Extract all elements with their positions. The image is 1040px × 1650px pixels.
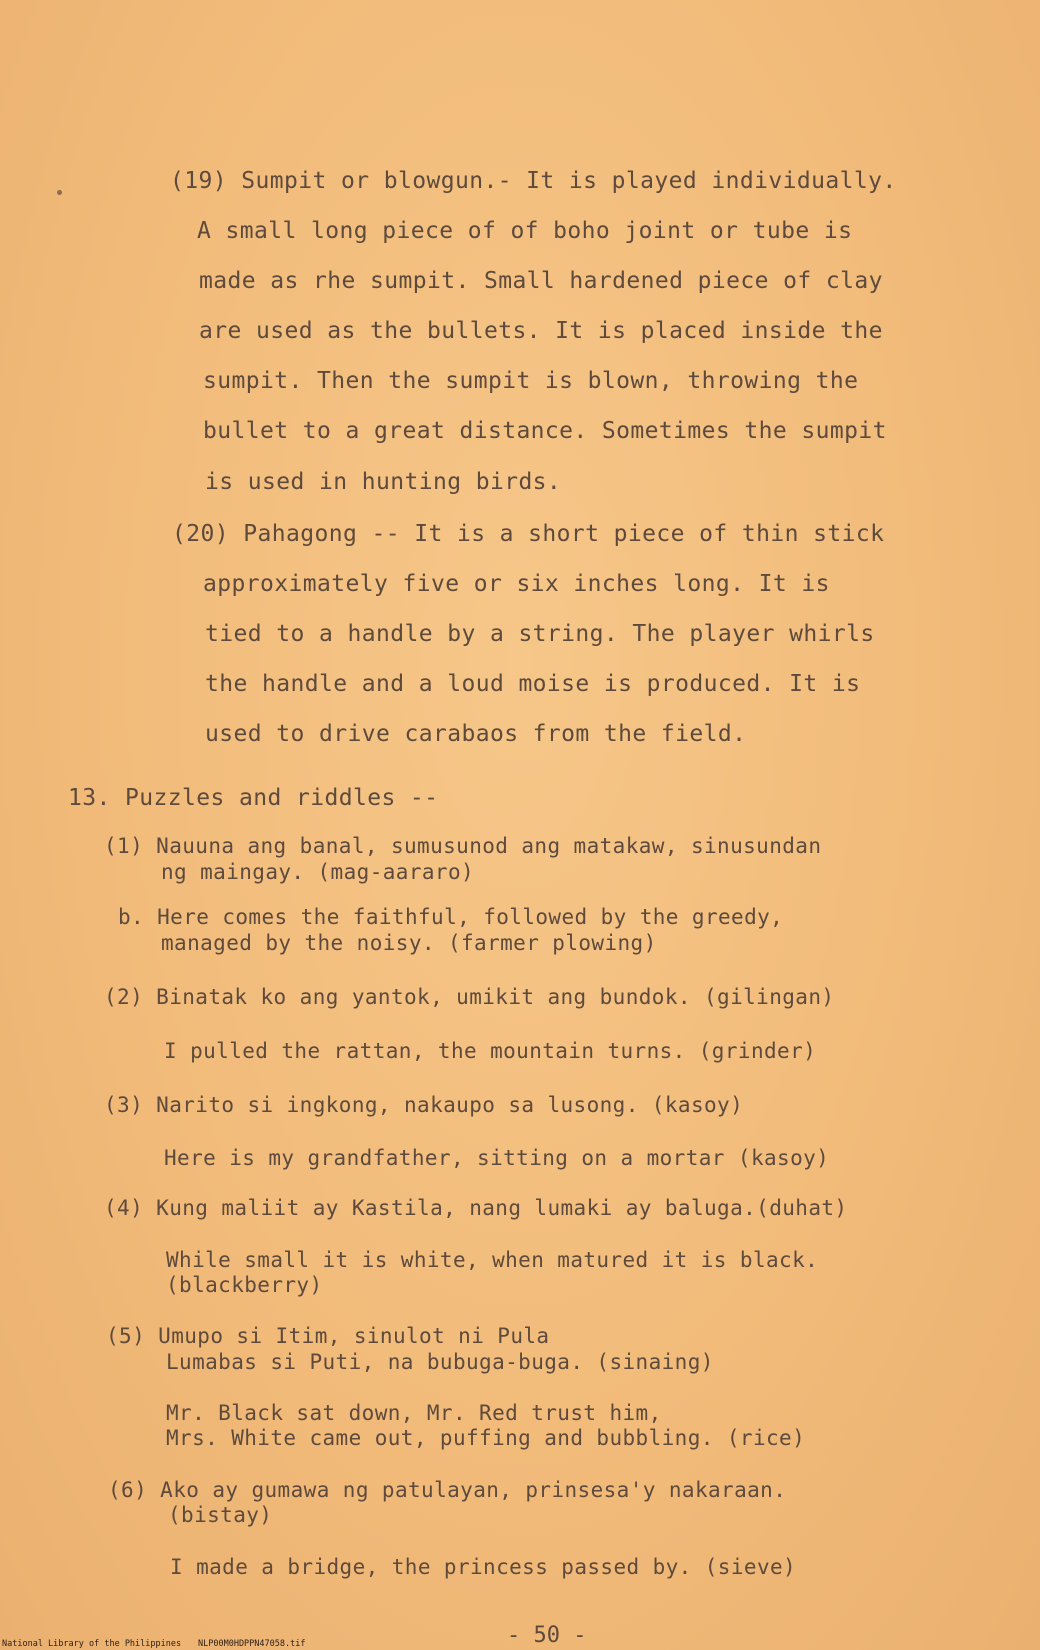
item-19-line: sumpit. Then the sumpit is blown, throwing the bbox=[203, 368, 859, 394]
riddle-line: Here is my grandfather, sitting on a mortar (kasoy) bbox=[164, 1146, 830, 1170]
riddle-line: b. Here comes the faithful, followed by the greedy, bbox=[118, 905, 784, 929]
riddle-line: While small it is white, when matured it is black. bbox=[166, 1248, 819, 1272]
riddle-line: (bistay) bbox=[168, 1503, 273, 1527]
paper-speck bbox=[57, 190, 62, 195]
riddle-line: (3) Narito si ingkong, nakaupo sa lusong. (kasoy) bbox=[104, 1093, 744, 1117]
page-number: - 50 - bbox=[507, 1623, 587, 1648]
item-19-line: (19) Sumpit or blowgun.- It is played individually. bbox=[170, 168, 897, 194]
riddle-line: Mr. Black sat down, Mr. Red trust him, bbox=[166, 1401, 662, 1425]
riddle-line: ng maingay. (mag-aararo) bbox=[161, 860, 475, 884]
item-19-line: A small long piece of of boho joint or tube is bbox=[197, 218, 853, 244]
item-19-line: made as rhe sumpit. Small hardened piece of clay bbox=[199, 268, 883, 294]
footer-library: National Library of the Philippines bbox=[2, 1639, 182, 1649]
riddle-line: (4) Kung maliit ay Kastila, nang lumaki ay baluga.(duhat) bbox=[104, 1196, 848, 1220]
riddle-line: (1) Nauuna ang banal, sumusunod ang matakaw, sinusundan bbox=[104, 834, 822, 858]
riddle-line: (2) Binatak ko ang yantok, umikit ang bundok. (gilingan) bbox=[104, 985, 835, 1009]
item-20-line: the handle and a loud moise is produced. It is bbox=[205, 671, 861, 697]
riddle-line: Mrs. White came out, puffing and bubbling. (rice) bbox=[166, 1426, 806, 1450]
riddle-line: Lumabas si Puti, na bubuga-buga. (sinaing) bbox=[166, 1350, 714, 1374]
item-20-line: (20) Pahagong -- It is a short piece of thin stick bbox=[172, 521, 885, 547]
item-19-line: bullet to a great distance. Sometimes the sumpit bbox=[203, 418, 887, 444]
riddle-line: managed by the noisy. (farmer plowing) bbox=[161, 931, 657, 955]
scan-footer bbox=[0, 1638, 1040, 1650]
riddle-line: I made a bridge, the princess passed by. (sieve) bbox=[170, 1555, 797, 1579]
riddle-line: (6) Ako ay gumawa ng patulayan, prinsesa'y nakaraan. bbox=[108, 1478, 787, 1502]
section-heading: 13. Puzzles and riddles -- bbox=[68, 785, 439, 811]
item-20-line: used to drive carabaos from the field. bbox=[205, 721, 747, 747]
riddle-line: I pulled the rattan, the mountain turns. (grinder) bbox=[164, 1039, 817, 1063]
item-20-line: approximately five or six inches long. It is bbox=[203, 571, 830, 597]
riddle-line: (blackberry) bbox=[166, 1273, 323, 1297]
footer-filename: NLP00M0HDPPN47058.tif bbox=[198, 1639, 306, 1649]
item-20-line: tied to a handle by a string. The player whirls bbox=[205, 621, 875, 647]
riddle-line: (5) Umupo si Itim, sinulot ni Pula bbox=[106, 1324, 550, 1348]
item-19-line: are used as the bullets. It is placed inside the bbox=[199, 318, 883, 344]
item-19-line: is used in hunting birds. bbox=[205, 469, 562, 495]
